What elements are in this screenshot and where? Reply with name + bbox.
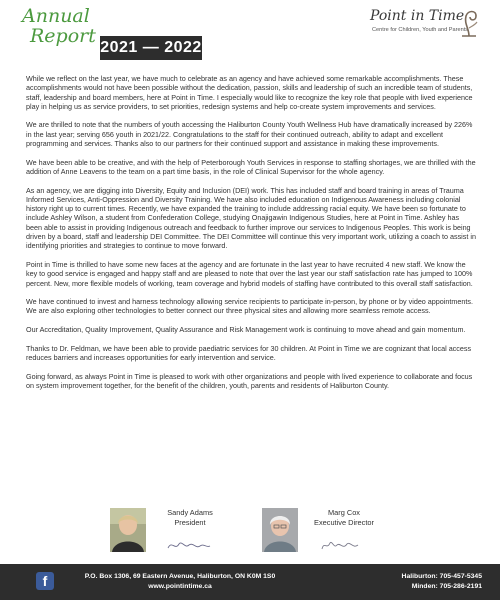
footer-address: P.O. Box 1306, 69 Eastern Avenue, Haliburton, ON K0M 1S0 xyxy=(84,573,276,580)
president-role: President xyxy=(174,517,206,527)
paragraph-technology: We have continued to invest and harness technology allowing service recipients to participate in-person, by phone or by video appointments. We are also exploring other technologies to better connect our three physical sites and allowing more seamless remote access. xyxy=(26,297,473,316)
signature-president xyxy=(110,508,220,554)
paragraph-accreditation: Our Accreditation, Quality Improvement, Quality Assurance and Risk Management work is continuing to move ahead and gain momentum. xyxy=(26,325,466,335)
report-title-line2: Report xyxy=(30,25,96,47)
letter-body xyxy=(26,74,476,399)
report-title-line1: Annual xyxy=(22,5,90,27)
president-credit xyxy=(162,508,218,527)
contact-footer xyxy=(0,564,500,600)
logo-tagline: Centre for Children, Youth and Parents xyxy=(372,27,469,33)
footer-address-block xyxy=(60,572,300,591)
executive-director-role: Executive Director xyxy=(314,517,374,527)
president-name: Sandy Adams xyxy=(167,508,213,517)
avatar xyxy=(110,508,146,552)
paragraph-staff: Point in Time is thrilled to have some new faces at the agency and are fortunate in the last year to have recruited 4 new staff. We know the key to good service is engaged and happy staff and are pleased to note that over the last year our staff satisfaction rate has jumped to 100% percent. New, more flexible models of working, team coverage and hybrid models of staffing have contributed to this overall staff satisfaction. xyxy=(26,259,473,288)
signature-executive-director xyxy=(262,508,382,554)
facebook-icon[interactable]: f xyxy=(36,572,54,590)
paragraph-dei: As an agency, we are digging into Diversity, Equity and Inclusion (DEI) work. This has included staff and board training in areas of Trauma Informed Services, Anti-Oppression and Diversity Training. We have also included education on Indigenous Awareness including colonial history right up to current times. Recently, we have expanded the training to include addressing racial equity. We have been so fortunate to include Ashley Wilson, a student from Confederation College, studying Onajigawin Indigenous Studies, here at Point in Time. Ashley has been able to assist in providing Indigenous outreach and feedback to further improve our services to Indigenous Peoples. This work is being driven by a board, staff and leadership DEI Committee. The DEI Committee will continue this very important work, utilizing a coach to assist in identifying priorities and strategies to continue to move forward. xyxy=(26,185,476,251)
logo-name: Point in Time xyxy=(370,8,465,24)
signature-scribble xyxy=(166,538,212,552)
executive-director-credit xyxy=(302,508,386,527)
point-in-time-logo xyxy=(362,8,480,48)
report-header xyxy=(0,0,500,68)
executive-director-name: Marg Cox xyxy=(327,508,361,517)
tree-swirl-icon xyxy=(458,8,480,38)
footer-phones xyxy=(402,572,482,591)
paragraph-paediatric: Thanks to Dr. Feldman, we have been able to provide paediatric services for 30 children. At Point in Time we are cognizant that local access reduces barriers and increases opportunities for early intervention and service. xyxy=(26,343,472,362)
phone-haliburton: Haliburton: 705-457-5345 xyxy=(401,573,482,580)
paragraph-reflection: While we reflect on the last year, we have much to celebrate as an agency and have achieved some remarkable accomplishments. These accomplishments would not have been possible without the dedication, passion, skills and leadership of such an incredible team of students, staff, leadership and board members, here at Point in Time. I especially would like to recognize the key role that people with lived experience play in helping us as service providers, to set priorities, redesign systems and help co-create system improvements and services. xyxy=(26,74,473,111)
avatar xyxy=(262,508,298,552)
paragraph-youth-hub: We are thrilled to note that the numbers of youth accessing the Haliburton County Youth Wellness Hub have dramatically increased by 226% in the last year; serving 656 youth in 2021/22. Congratulations to the staff for their continued outreach, ability to adapt and excellent programming and services. Thanks also to our partners for their continued support and assistance in making these improvements. xyxy=(26,120,473,149)
signature-scribble xyxy=(320,538,360,552)
report-year: 2021 — 2022 xyxy=(100,36,202,60)
report-title xyxy=(22,6,102,46)
phone-minden: Minden: 705-286-2191 xyxy=(411,582,482,590)
paragraph-clinical-supervisor: We have been able to be creative, and with the help of Peterborough Youth Services in response to staffing shortages, we are thrilled with the addition of Anne Leavens to the team on a part time basis, in the role of Clinical Supervisor for the whole agency. xyxy=(26,157,476,176)
footer-website[interactable]: www.pointintime.ca xyxy=(148,582,212,590)
paragraph-going-forward: Going forward, as always Point in Time is pleased to work with other organizations and people with lived experience to collaborate and focus on system improvement together, for the benefit of the children, youth, parents and residents of Haliburton County. xyxy=(26,371,473,390)
